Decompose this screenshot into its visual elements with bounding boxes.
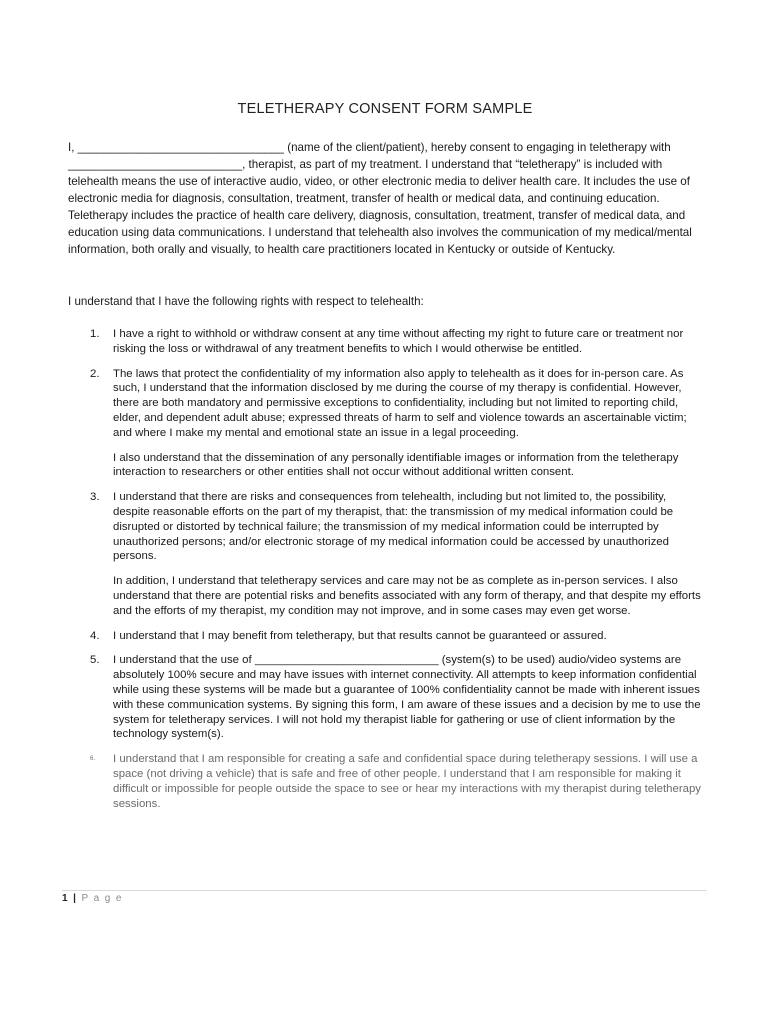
list-item-number: 3. [90,491,100,504]
list-item-number: 4. [90,629,100,642]
list-item-text: I understand that there are risks and consequences from telehealth, including but not limited to, the possibility, despite reasonable efforts on the part of my therapist, that: the transmission of my medical information could be disrupted or distorted by technical failure; the transmission of my medical information could be interrupted by unauthorized persons; and/or electronic storage of my medical information could be accessed by unauthorized persons. [113,491,674,563]
list-item-text: In addition, I understand that teletherapy services and care may not be as complete as in-person services. I also understand that there are potential risks and benefits associated with any form of therapy, and that despite my efforts and the efforts of my therapist, my condition may not improve, and in some cases may even get worse. [113,575,701,617]
list-item [68,752,703,811]
list-item-number: 5. [90,654,100,667]
footer-divider [62,890,707,891]
list-item-text: I also understand that the dissemination of any personally identifiable images or information from the teletherapy interaction to researchers or other entities shall not occur without additional written consent. [113,451,679,479]
page-number: 1 [62,893,69,904]
page-footer [62,893,123,904]
list-item-text: I understand that I may benefit from teletherapy, but that results cannot be guaranteed or assured. [113,629,607,642]
list-item [68,367,703,481]
list-item-number: 6. [90,756,96,763]
list-item-text: The laws that protect the confidentiality of my information also apply to telehealth as it does for in-person care. As such, I understand that the information disclosed by me during the course of my therapy is confidential. However, there are both mandatory and permissive exceptions to confidentiality, including but not limited to reporting child, elder, and dependent adult abuse; expressed threats of harm to self and violence towards an ascertainable victim; and where I make my mental and emotional state an issue in a legal proceeding. [113,367,687,439]
list-item-text: I understand that the use of _____________________________ (system(s) to be used) audio/video systems are absolutely 100% secure and may have issues with internet connectivity. All attempts to keep information confidential while using these systems will be made but a guarantee of 100% confidentiality cannot be made with inherent issues with these communication systems. By signing this form, I am aware of these issues and a decision by me to use the system for teletherapy services. I will not hold my therapist liable for gathering or use of client information by the technology system(s). [113,654,701,741]
list-item-text: I understand that I am responsible for creating a safe and confidential space during teletherapy sessions. I will use a space (not driving a vehicle) that is safe and free of other people. I understand that I am responsible for making it difficult or impossible for people outside the space to see or hear my interactions with my therapist during teletherapy sessions. [113,753,701,810]
list-item-text: I have a right to withhold or withdraw consent at any time without affecting my right to future care or treatment nor risking the loss or withdrawal of any treatment benefits to which I would otherwise be entitled. [113,328,684,355]
rights-list [68,327,703,811]
list-item [68,653,703,742]
page-label: P a g e [81,893,123,904]
list-item-number: 1. [90,328,100,340]
intro-paragraph: I, ________________________________ (name of the client/patient), hereby consent to engaging in teletherapy with ___________________________, therapist, as part of my treatment. I understand that “teletherapy” is included with telehealth means the use of interactive audio, video, or other electronic media to deliver health care. It includes the use of electronic media for diagnosis, consultation, treatment, transfer of health or medical data, and continuing education. Teletherapy includes the practice of health care delivery, diagnosis, consultation, treatment, transfer of medical data, and education using data communications. I understand that telehealth also involves the communication of my medical/mental information, both orally and visually, to health care practitioners located in Kentucky or outside of Kentucky. [68,141,692,256]
list-item [68,490,703,618]
list-item [68,327,703,357]
rights-lead-paragraph: I understand that I have the following rights with respect to telehealth: [68,295,424,308]
list-item-number: 2. [90,367,100,380]
page-separator: | [73,893,78,904]
document-title: TELETHERAPY CONSENT FORM SAMPLE [237,101,533,117]
list-item [68,629,703,644]
